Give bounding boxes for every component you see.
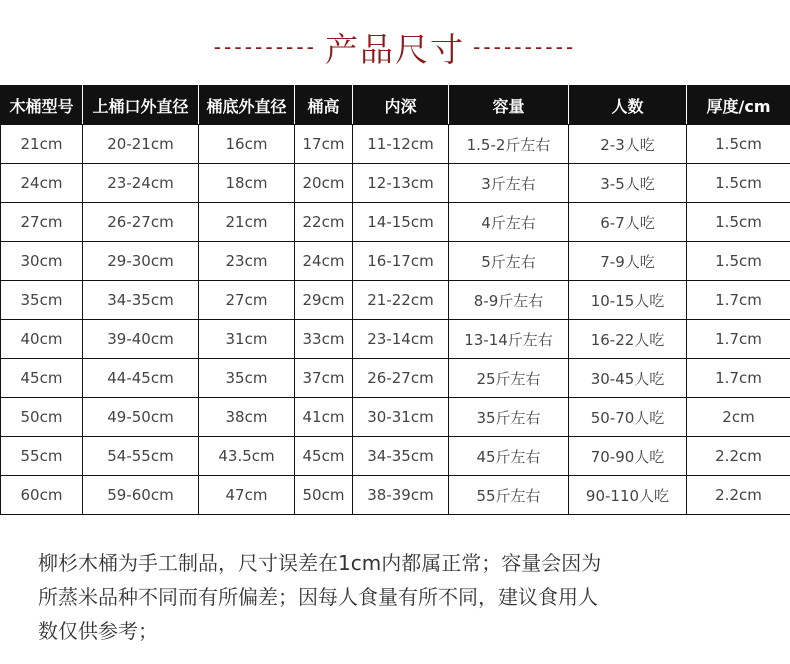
header-top-diameter: 上桶口外直径 bbox=[83, 86, 199, 125]
cell-model: 24cm bbox=[1, 164, 83, 203]
table-row bbox=[1, 242, 790, 281]
page-title bbox=[0, 22, 790, 72]
cell-bottom-diameter: 16cm bbox=[199, 125, 295, 164]
table-row bbox=[1, 125, 790, 164]
cell-servings: 10-15人吃 bbox=[569, 281, 687, 320]
title-dash-left: ---------- bbox=[213, 34, 317, 59]
cell-servings: 16-22人吃 bbox=[569, 320, 687, 359]
note-line: 数仅供参考； bbox=[38, 619, 158, 643]
header-height: 桶高 bbox=[295, 86, 353, 125]
cell-bottom-diameter: 18cm bbox=[199, 164, 295, 203]
cell-inner-depth: 34-35cm bbox=[353, 437, 449, 476]
header-bottom-diameter: 桶底外直径 bbox=[199, 86, 295, 125]
size-spec-table bbox=[0, 85, 790, 515]
cell-thickness: 1.7cm bbox=[687, 281, 790, 320]
cell-height: 50cm bbox=[295, 476, 353, 515]
cell-bottom-diameter: 27cm bbox=[199, 281, 295, 320]
table-row bbox=[1, 398, 790, 437]
cell-thickness: 1.7cm bbox=[687, 359, 790, 398]
cell-servings: 7-9人吃 bbox=[569, 242, 687, 281]
cell-height: 20cm bbox=[295, 164, 353, 203]
cell-servings: 70-90人吃 bbox=[569, 437, 687, 476]
note-text bbox=[38, 546, 768, 648]
cell-thickness: 1.7cm bbox=[687, 320, 790, 359]
cell-capacity: 1.5-2斤左右 bbox=[449, 125, 569, 164]
cell-inner-depth: 21-22cm bbox=[353, 281, 449, 320]
cell-model: 27cm bbox=[1, 203, 83, 242]
cell-inner-depth: 11-12cm bbox=[353, 125, 449, 164]
cell-height: 37cm bbox=[295, 359, 353, 398]
cell-thickness: 2.2cm bbox=[687, 476, 790, 515]
note-line: 所蒸米品种不同而有所偏差；因每人食量有所不同，建议食用人 bbox=[38, 585, 598, 609]
cell-top-diameter: 29-30cm bbox=[83, 242, 199, 281]
table-row bbox=[1, 164, 790, 203]
cell-bottom-diameter: 35cm bbox=[199, 359, 295, 398]
cell-servings: 50-70人吃 bbox=[569, 398, 687, 437]
cell-top-diameter: 34-35cm bbox=[83, 281, 199, 320]
cell-height: 45cm bbox=[295, 437, 353, 476]
cell-servings: 30-45人吃 bbox=[569, 359, 687, 398]
table-row bbox=[1, 359, 790, 398]
cell-inner-depth: 16-17cm bbox=[353, 242, 449, 281]
cell-height: 17cm bbox=[295, 125, 353, 164]
cell-top-diameter: 26-27cm bbox=[83, 203, 199, 242]
cell-bottom-diameter: 21cm bbox=[199, 203, 295, 242]
header-model: 木桶型号 bbox=[1, 86, 83, 125]
cell-capacity: 4斤左右 bbox=[449, 203, 569, 242]
table-row bbox=[1, 320, 790, 359]
cell-capacity: 55斤左右 bbox=[449, 476, 569, 515]
table-row bbox=[1, 437, 790, 476]
cell-top-diameter: 39-40cm bbox=[83, 320, 199, 359]
cell-thickness: 2.2cm bbox=[687, 437, 790, 476]
header-inner-depth: 内深 bbox=[353, 86, 449, 125]
cell-inner-depth: 14-15cm bbox=[353, 203, 449, 242]
header-thickness: 厚度/cm bbox=[687, 86, 790, 125]
cell-bottom-diameter: 38cm bbox=[199, 398, 295, 437]
cell-model: 45cm bbox=[1, 359, 83, 398]
cell-servings: 6-7人吃 bbox=[569, 203, 687, 242]
cell-model: 40cm bbox=[1, 320, 83, 359]
cell-model: 50cm bbox=[1, 398, 83, 437]
cell-bottom-diameter: 23cm bbox=[199, 242, 295, 281]
table-row bbox=[1, 281, 790, 320]
cell-inner-depth: 26-27cm bbox=[353, 359, 449, 398]
cell-model: 21cm bbox=[1, 125, 83, 164]
table-row bbox=[1, 203, 790, 242]
cell-thickness: 2cm bbox=[687, 398, 790, 437]
cell-servings: 90-110人吃 bbox=[569, 476, 687, 515]
title-dash-right: ---------- bbox=[473, 34, 577, 59]
cell-top-diameter: 23-24cm bbox=[83, 164, 199, 203]
cell-servings: 3-5人吃 bbox=[569, 164, 687, 203]
cell-capacity: 25斤左右 bbox=[449, 359, 569, 398]
cell-servings: 2-3人吃 bbox=[569, 125, 687, 164]
cell-top-diameter: 54-55cm bbox=[83, 437, 199, 476]
table-row bbox=[1, 476, 790, 515]
table-header-row bbox=[1, 86, 790, 125]
cell-inner-depth: 30-31cm bbox=[353, 398, 449, 437]
cell-capacity: 3斤左右 bbox=[449, 164, 569, 203]
cell-thickness: 1.5cm bbox=[687, 203, 790, 242]
cell-bottom-diameter: 47cm bbox=[199, 476, 295, 515]
cell-model: 55cm bbox=[1, 437, 83, 476]
note-line: 柳杉木桶为手工制品，尺寸误差在1cm内都属正常；容量会因为 bbox=[38, 551, 602, 575]
cell-thickness: 1.5cm bbox=[687, 164, 790, 203]
cell-top-diameter: 59-60cm bbox=[83, 476, 199, 515]
cell-bottom-diameter: 31cm bbox=[199, 320, 295, 359]
cell-capacity: 5斤左右 bbox=[449, 242, 569, 281]
cell-top-diameter: 49-50cm bbox=[83, 398, 199, 437]
header-servings: 人数 bbox=[569, 86, 687, 125]
cell-thickness: 1.5cm bbox=[687, 125, 790, 164]
header-capacity: 容量 bbox=[449, 86, 569, 125]
cell-top-diameter: 44-45cm bbox=[83, 359, 199, 398]
cell-model: 35cm bbox=[1, 281, 83, 320]
cell-inner-depth: 38-39cm bbox=[353, 476, 449, 515]
cell-inner-depth: 23-14cm bbox=[353, 320, 449, 359]
cell-capacity: 13-14斤左右 bbox=[449, 320, 569, 359]
cell-model: 60cm bbox=[1, 476, 83, 515]
cell-height: 33cm bbox=[295, 320, 353, 359]
cell-bottom-diameter: 43.5cm bbox=[199, 437, 295, 476]
cell-height: 41cm bbox=[295, 398, 353, 437]
cell-capacity: 35斤左右 bbox=[449, 398, 569, 437]
cell-height: 29cm bbox=[295, 281, 353, 320]
cell-thickness: 1.5cm bbox=[687, 242, 790, 281]
cell-inner-depth: 12-13cm bbox=[353, 164, 449, 203]
cell-height: 22cm bbox=[295, 203, 353, 242]
cell-top-diameter: 20-21cm bbox=[83, 125, 199, 164]
cell-capacity: 45斤左右 bbox=[449, 437, 569, 476]
cell-model: 30cm bbox=[1, 242, 83, 281]
title-text: 产品尺寸 bbox=[325, 29, 465, 69]
cell-height: 24cm bbox=[295, 242, 353, 281]
cell-capacity: 8-9斤左右 bbox=[449, 281, 569, 320]
